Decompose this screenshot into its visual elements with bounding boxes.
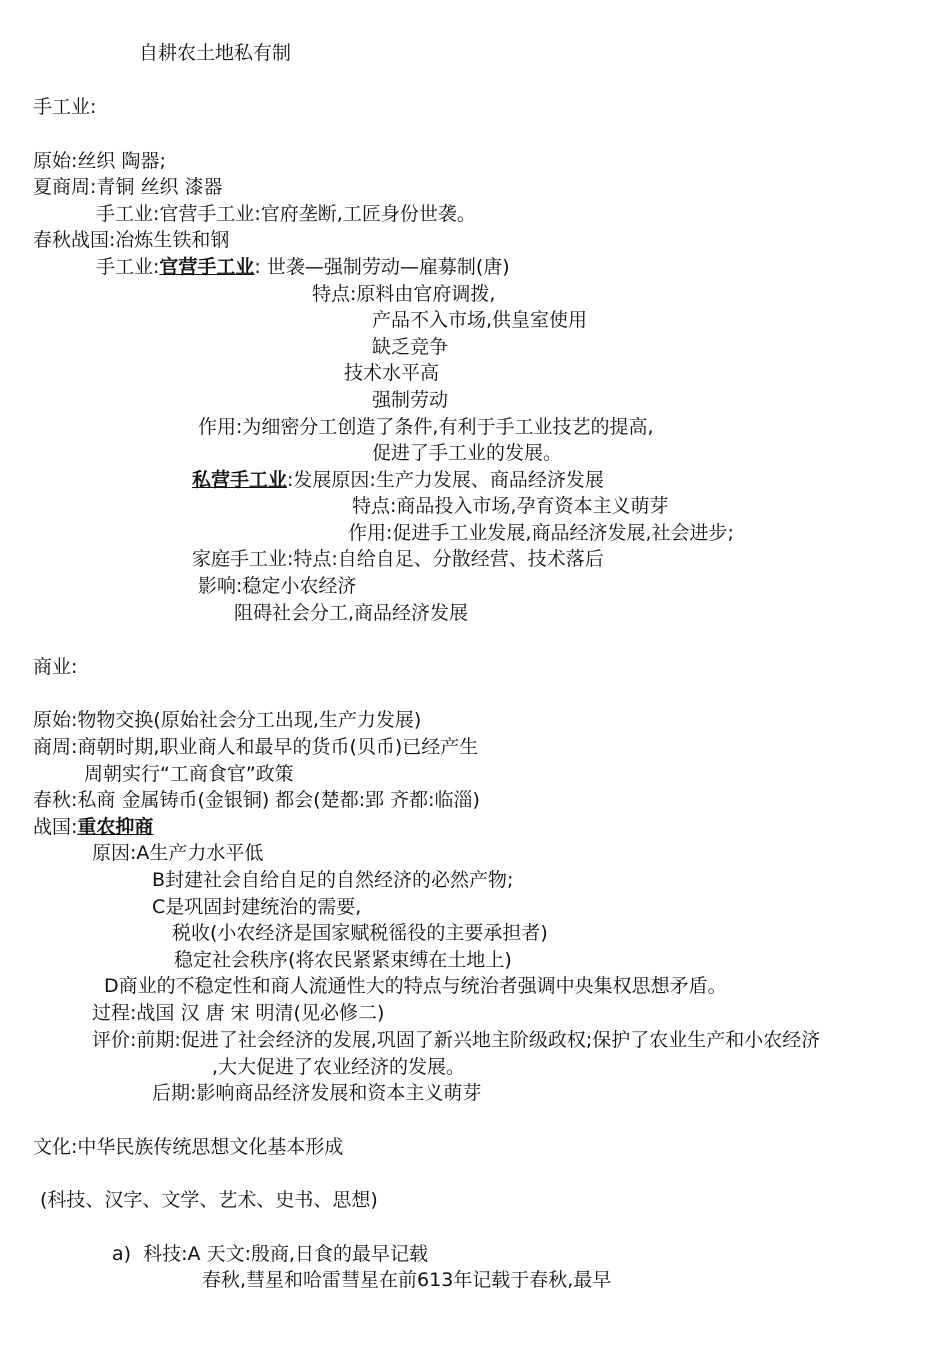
list-item: a) 科技:A 天文:殷商,日食的最早记载 (112, 1243, 429, 1265)
section-heading-culture: 文化:中华民族传统思想文化基本形成 (33, 1136, 344, 1158)
text-line: 作用:促进手工业发展,商品经济发展,社会进步; (348, 522, 734, 544)
text-line: 原始:丝织 陶器; (33, 150, 166, 172)
bold-term: 官营手工业 (159, 256, 255, 278)
text-line: 作用:为细密分工创造了条件,有利于手工业技艺的提高, (198, 416, 654, 438)
text-line: 技术水平高 (344, 362, 440, 384)
text-line: 自耕农土地私有制 (139, 42, 292, 64)
section-heading-commerce: 商业: (33, 656, 78, 678)
text-line: C是巩固封建统治的需要, (152, 896, 362, 918)
text-line: 家庭手工业:特点:自给自足、分散经营、技术落后 (192, 548, 604, 570)
text-prefix: 战国: (33, 816, 78, 838)
text-line (96, 254, 510, 280)
text-line: 税收(小农经济是国家赋税徭役的主要承担者) (172, 922, 548, 944)
text-line: 周朝实行“工商食官”政策 (84, 763, 294, 785)
text-line: 特点:商品投入市场,孕育资本主义萌芽 (352, 495, 669, 517)
text-line: (科技、汉字、文学、艺术、史书、思想) (40, 1189, 378, 1211)
text-line: 阻碍社会分工,商品经济发展 (234, 602, 469, 624)
text-line: 春秋战国:冶炼生铁和钢 (33, 229, 230, 251)
text-line: 商周:商朝时期,职业商人和最早的货币(贝币)已经产生 (33, 736, 479, 758)
text-line: 强制劳动 (372, 389, 449, 411)
text-line (192, 467, 604, 493)
text-line: 春秋,彗星和哈雷彗星在前613年记载于春秋,最早 (202, 1269, 612, 1291)
text-line: 春秋:私商 金属铸币(金银铜) 都会(楚都:郢 齐都:临淄) (33, 789, 480, 811)
text-line: 特点:原料由官府调拨, (312, 283, 496, 305)
text-line: 后期:影响商品经济发展和资本主义萌芽 (152, 1082, 482, 1104)
text-line: 原始:物物交换(原始社会分工出现,生产力发展) (33, 709, 422, 731)
text-line: B封建社会自给自足的自然经济的必然产物; (152, 869, 514, 891)
bold-term: 私营手工业 (192, 469, 288, 491)
text-line: 稳定社会秩序(将农民紧紧束缚在土地上) (174, 949, 512, 971)
text-line: D商业的不稳定性和商人流通性大的特点与统治者强调中央集权思想矛盾。 (104, 975, 727, 997)
text-line: 夏商周:青铜 丝织 漆器 (33, 176, 223, 198)
text-prefix: 手工业: (96, 256, 160, 278)
text-line: 促进了手工业的发展。 (372, 442, 563, 464)
text-line: 原因:A生产力水平低 (92, 842, 264, 864)
bold-term: 重农抑商 (77, 816, 154, 838)
text-line: 评价:前期:促进了社会经济的发展,巩固了新兴地主阶级政权;保护了农业生产和小农经济 (92, 1029, 821, 1051)
text-suffix: :发展原因:生产力发展、商品经济发展 (287, 469, 604, 491)
text-line: 影响:稳定小农经济 (198, 575, 357, 597)
text-line: 缺乏竞争 (372, 336, 449, 358)
text-suffix: : 世袭—强制劳动—雇募制(唐) (254, 256, 510, 278)
section-heading-handicraft: 手工业: (33, 96, 97, 118)
text-line (33, 814, 153, 840)
text-line: 产品不入市场,供皇室使用 (372, 309, 588, 331)
text-line: 手工业:官营手工业:官府垄断,工匠身份世袭。 (96, 203, 476, 225)
text-line: 过程:战国 汉 唐 宋 明清(见必修二) (92, 1002, 385, 1024)
text-line: ,大大促进了农业经济的发展。 (212, 1056, 466, 1078)
